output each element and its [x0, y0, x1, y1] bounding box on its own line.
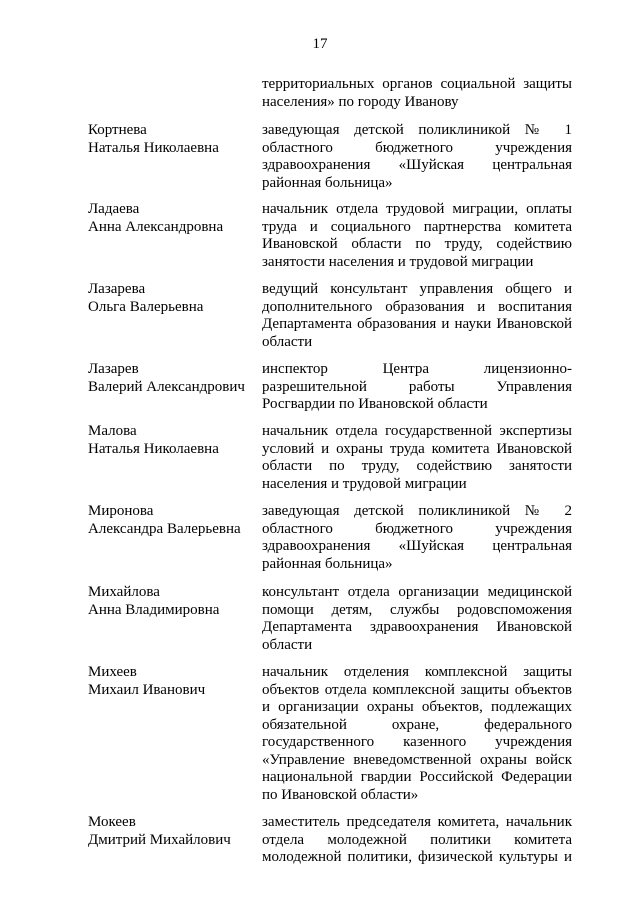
position-text — [262, 664, 572, 804]
position-line: условий и охраны труда комитета Ивановской — [262, 440, 572, 457]
position-line: заведующая детской поликлиникой № 2 — [262, 503, 572, 519]
position-text — [262, 423, 572, 493]
position-text — [262, 361, 572, 414]
position-line: и организации охраны объектов, подлежащих — [262, 699, 572, 715]
position-line: «Управление вневедомственной охраны войск — [262, 751, 572, 768]
position-line: разрешительной работы Управления — [262, 378, 572, 395]
position-line: Департамента здравоохранения Ивановской — [262, 619, 572, 635]
person-given-name: Ольга Валерьевна — [88, 298, 204, 315]
position-line: ведущий консультант управления общего и — [262, 281, 572, 297]
position-line: молодежной политики, физической культуры и — [262, 849, 572, 865]
position-line: национальной гвардии Российской Федерации — [262, 769, 572, 785]
person-surname: Мокеев — [88, 814, 136, 830]
person-given-name: Александра Валерьевна — [88, 520, 241, 537]
person-given-name: Наталья Николаевна — [88, 440, 219, 457]
position-line: инспектор Центра лицензионно- — [262, 361, 572, 377]
person-surname: Миронова — [88, 503, 154, 519]
page-number: 17 — [312, 36, 328, 52]
position-text — [262, 76, 572, 111]
position-line: населения и трудовой миграции — [262, 475, 467, 492]
person-given-name: Анна Александровна — [88, 218, 224, 235]
person-name — [88, 201, 258, 236]
person-surname: Ладаева — [88, 201, 140, 217]
position-line: области по труду, содействию занятости — [262, 458, 572, 474]
person-given-name: Дмитрий Михайлович — [88, 831, 231, 848]
position-line: области — [262, 333, 313, 350]
position-line: Ивановской области по труду, содействию — [262, 236, 572, 252]
position-line: Росгвардии по Ивановской области — [262, 396, 488, 412]
person-surname: Лазарева — [88, 281, 146, 297]
position-line: начальник отделения комплексной защиты — [262, 664, 572, 680]
person-name — [88, 814, 258, 849]
position-line: помощи детям, службы родовспоможения — [262, 601, 572, 618]
position-line: обязательной охране, федерального — [262, 716, 572, 733]
position-line: труда и социального партнерства комитета — [262, 218, 572, 235]
position-line: начальник отдела государственной экспертизы — [262, 423, 572, 439]
position-line: районная больница» — [262, 174, 393, 191]
position-line: консультант отдела организации медицинской — [262, 584, 572, 600]
position-line: областного бюджетного учреждения — [262, 520, 572, 537]
person-surname: Михайлова — [88, 584, 160, 600]
person-name — [88, 122, 258, 157]
position-line: объектов отдела комплексной защиты объектов — [262, 681, 572, 698]
position-line: начальник отдела трудовой миграции, оплаты — [262, 201, 572, 217]
position-text — [262, 584, 572, 654]
position-line: территориальных органов социальной защиты — [262, 76, 572, 92]
person-surname: Лазарев — [88, 361, 139, 377]
person-given-name: Анна Владимировна — [88, 601, 220, 618]
position-line: заместитель председателя комитета, начальник — [262, 814, 572, 830]
person-given-name: Михаил Иванович — [88, 681, 206, 698]
position-line: по Ивановской области» — [262, 786, 419, 803]
person-name — [88, 423, 258, 458]
position-line: здравоохранения «Шуйская центральная — [262, 157, 572, 173]
position-text — [262, 503, 572, 573]
person-name — [88, 361, 258, 396]
position-line: занятости населения и трудовой миграции — [262, 253, 534, 270]
person-surname: Малова — [88, 423, 137, 439]
person-surname: Кортнева — [88, 122, 147, 138]
position-line: отдела молодежной политики комитета — [262, 831, 572, 848]
position-line: здравоохранения «Шуйская центральная — [262, 538, 572, 554]
person-surname: Михеев — [88, 664, 137, 680]
position-text — [262, 814, 572, 867]
position-line: заведующая детской поликлиникой № 1 — [262, 122, 572, 138]
person-given-name: Наталья Николаевна — [88, 139, 219, 156]
position-text — [262, 281, 572, 351]
position-line: дополнительного образования и воспитания — [262, 298, 572, 315]
position-line: Департамента образования и науки Ивановской — [262, 316, 572, 332]
person-name — [88, 503, 258, 538]
person-name — [88, 584, 258, 619]
position-line: районная больница» — [262, 555, 393, 572]
position-text — [262, 201, 572, 271]
position-line: населения» по городу Иванову — [262, 93, 459, 110]
position-line: области — [262, 636, 313, 653]
person-given-name: Валерий Александрович — [88, 378, 245, 395]
position-text — [262, 122, 572, 192]
position-line: областного бюджетного учреждения — [262, 139, 572, 156]
person-name — [88, 281, 258, 316]
position-line: государственного казенного учреждения — [262, 734, 572, 750]
person-name — [88, 664, 258, 699]
